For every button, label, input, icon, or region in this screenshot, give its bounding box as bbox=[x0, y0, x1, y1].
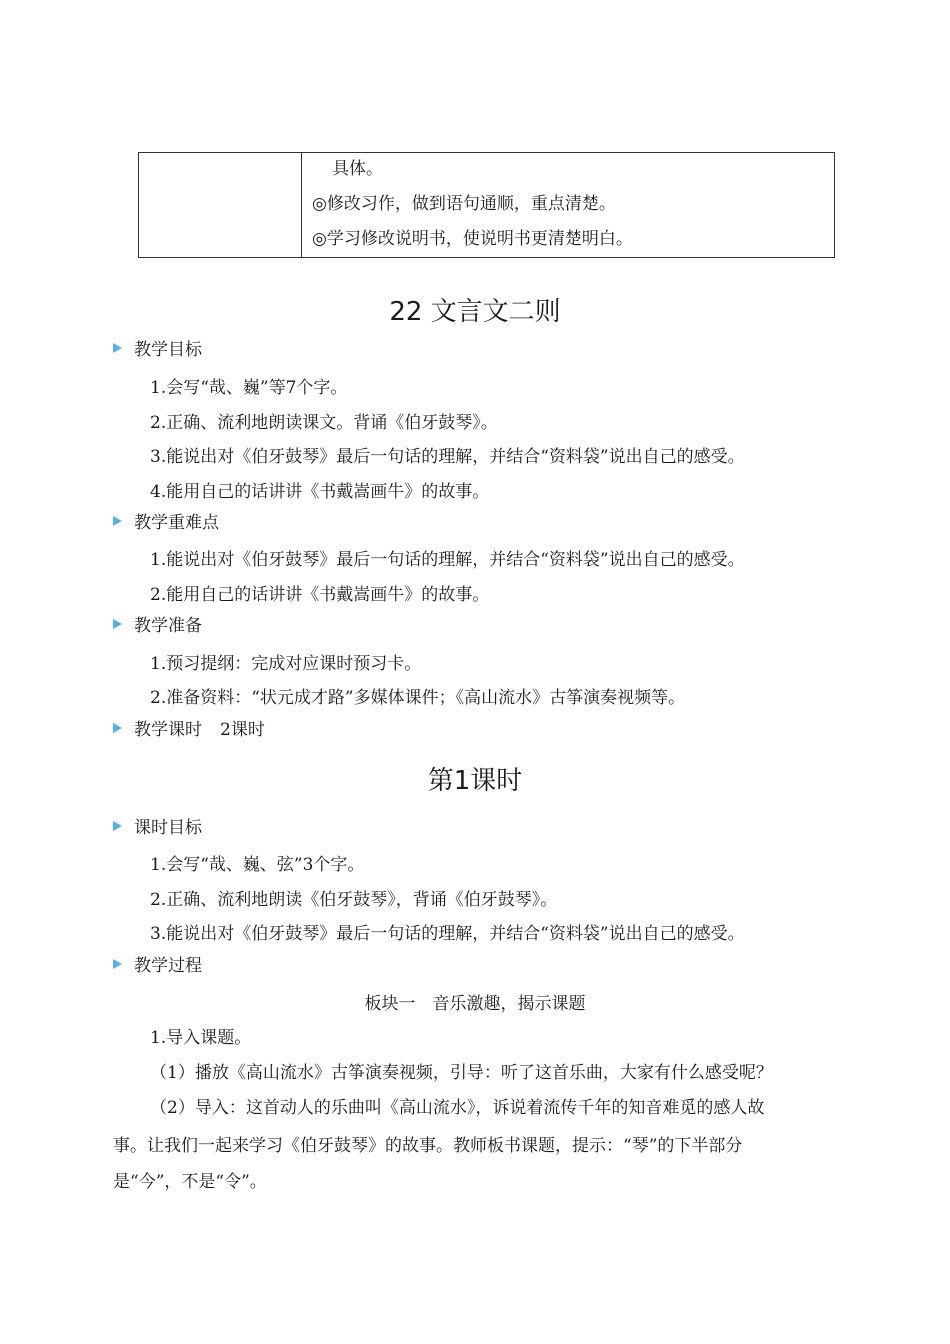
list-item: 2.准备资料：“状元成才路”多媒体课件；《高山流水》古筝演奏视频等。 bbox=[150, 688, 686, 708]
list-item: 1.预习提纲：完成对应课时预习卡。 bbox=[150, 654, 422, 674]
heading-label: 教学目标 bbox=[134, 340, 202, 360]
carryover-table bbox=[138, 152, 835, 258]
paragraph-line: 事。让我们一起来学习《伯牙鼓琴》的故事。教师板书课题，提示：“琴”的下半部分 bbox=[113, 1136, 743, 1156]
block-title: 板块一 音乐激趣，揭示课题 bbox=[364, 994, 586, 1014]
heading-label: 教学准备 bbox=[134, 616, 202, 636]
list-item: 3.能说出对《伯牙鼓琴》最后一句话的理解，并结合“资料袋”说出自己的感受。 bbox=[150, 447, 745, 467]
hours-value: 2课时 bbox=[220, 720, 265, 740]
list-item: 1.会写“哉、巍、弦”3个字。 bbox=[150, 855, 365, 875]
sub-step: （1）播放《高山流水》古筝演奏视频，引导：听了这首乐曲，大家有什么感受呢？ bbox=[150, 1063, 773, 1083]
table-line: ◎学习修改说明书，使说明书更清楚明白。 bbox=[312, 229, 633, 249]
step-item: 1.导入课题。 bbox=[150, 1028, 252, 1048]
triangle-bullet-icon bbox=[113, 619, 122, 629]
section-heading-goals bbox=[113, 335, 202, 360]
list-item: 1.能说出对《伯牙鼓琴》最后一句话的理解，并结合“资料袋”说出自己的感受。 bbox=[150, 550, 745, 570]
list-item: 2.正确、流利地朗读《伯牙鼓琴》，背诵《伯牙鼓琴》。 bbox=[150, 890, 558, 910]
period-title: 第1课时 bbox=[427, 766, 523, 796]
list-item: 3.能说出对《伯牙鼓琴》最后一句话的理解，并结合“资料袋”说出自己的感受。 bbox=[150, 924, 745, 944]
section-heading-key-points bbox=[113, 508, 219, 533]
list-item: 1.会写“哉、巍”等7个字。 bbox=[150, 378, 348, 398]
heading-label: 教学过程 bbox=[134, 956, 202, 976]
triangle-bullet-icon bbox=[113, 821, 122, 831]
triangle-bullet-icon bbox=[113, 723, 122, 733]
table-left-cell bbox=[139, 153, 302, 257]
table-line: 具体。 bbox=[332, 159, 383, 179]
triangle-bullet-icon bbox=[113, 343, 122, 353]
section-heading-process bbox=[113, 951, 202, 976]
section-heading-period-goals bbox=[113, 813, 202, 838]
lesson-title: 22 文言文二则 bbox=[389, 297, 561, 327]
triangle-bullet-icon bbox=[113, 516, 122, 526]
list-item: 2.正确、流利地朗读课文。背诵《伯牙鼓琴》。 bbox=[150, 413, 498, 433]
paragraph-line: （2）导入：这首动人的乐曲叫《高山流水》，诉说着流传千年的知音难觅的感人故 bbox=[150, 1098, 765, 1118]
table-right-cell bbox=[302, 153, 834, 257]
triangle-bullet-icon bbox=[113, 959, 122, 969]
heading-label: 教学课时 bbox=[134, 720, 202, 740]
section-heading-hours bbox=[113, 715, 265, 740]
list-item: 2.能用自己的话讲讲《书戴嵩画牛》的故事。 bbox=[150, 585, 490, 605]
paragraph-line: 是“今”，不是“令”。 bbox=[113, 1172, 267, 1192]
heading-label: 课时目标 bbox=[134, 818, 202, 838]
heading-label: 教学重难点 bbox=[134, 513, 219, 533]
list-item: 4.能用自己的话讲讲《书戴嵩画牛》的故事。 bbox=[150, 482, 490, 502]
section-heading-prep bbox=[113, 611, 202, 636]
table-line: ◎修改习作，做到语句通顺，重点清楚。 bbox=[312, 194, 616, 214]
